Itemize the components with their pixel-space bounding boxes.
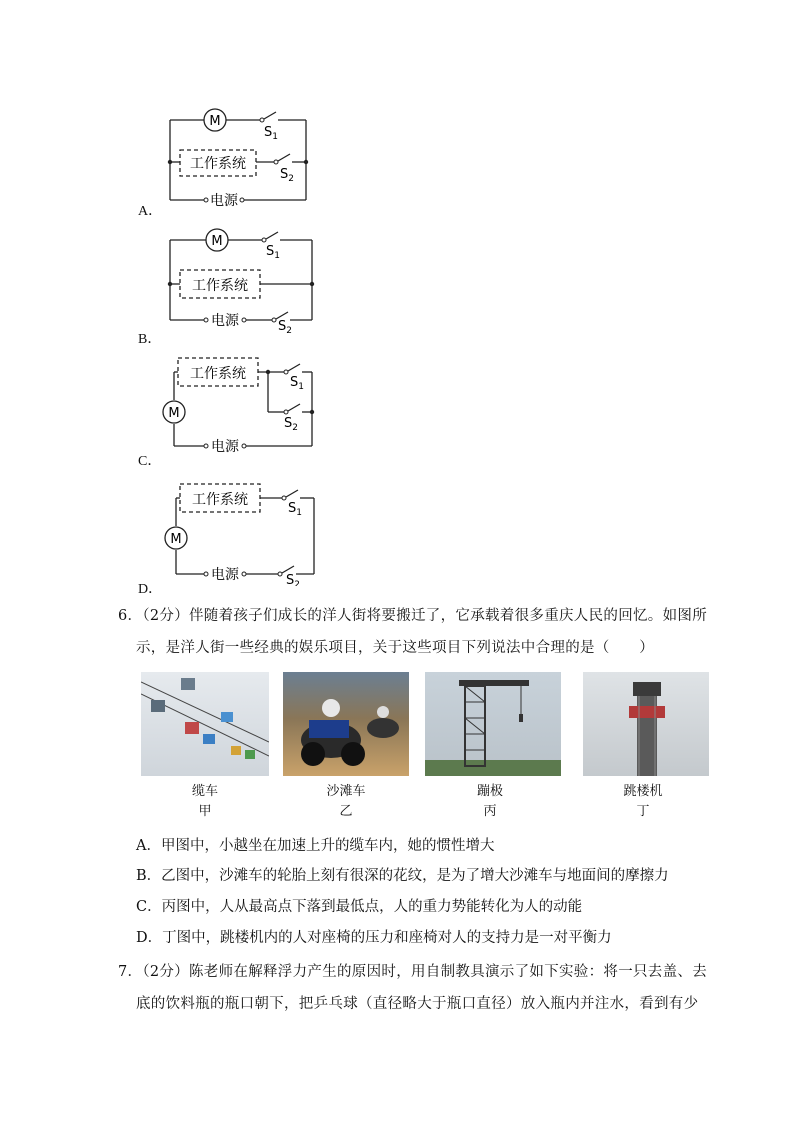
- power-source-label: 电源: [211, 567, 239, 583]
- photo-cable-car: [141, 672, 269, 776]
- question-7-line-1: 7．（2分）陈老师在解释浮力产生的原因时，用自制教具演示了如下实验：将一只去盖、去: [118, 964, 707, 980]
- motor-label: M: [168, 406, 180, 421]
- question-7-line-2: 底的饮料瓶的瓶口朝下，把乒乓球（直径略大于瓶口直径）放入瓶内并注水，看到有少: [136, 996, 699, 1012]
- caption-cable-car: 缆车: [191, 784, 218, 799]
- circuit-diagram-a: [160, 100, 320, 210]
- work-system-label: 工作系统: [190, 366, 246, 382]
- circuit-diagram-d: [160, 474, 330, 586]
- option-letter-a: A．: [138, 204, 163, 219]
- option-letter-c: C．: [138, 454, 162, 469]
- switch-s2-label: $S_2$: [278, 319, 292, 334]
- motor-label: M: [170, 532, 182, 547]
- work-system-label: 工作系统: [192, 278, 248, 294]
- caption-tag-yi: 乙: [339, 804, 353, 819]
- option-letter-b: B．: [138, 332, 162, 347]
- switch-s1-label: $S_1$: [266, 244, 280, 261]
- switch-s2-label: $S_2$: [284, 416, 298, 433]
- switch-s1-label: $S_1$: [264, 125, 278, 142]
- photo-beach-buggy: [283, 672, 409, 776]
- work-system-label: 工作系统: [190, 156, 246, 172]
- switch-s1-label: $S_1$: [288, 501, 302, 518]
- option-letter-d: D．: [138, 582, 163, 597]
- photo-drop-tower: [583, 672, 709, 776]
- switch-s2-label: $S_2$: [286, 573, 300, 586]
- caption-bungee: 蹦极: [476, 784, 503, 799]
- caption-tag-jia: 甲: [198, 804, 212, 819]
- motor-label: M: [209, 114, 221, 129]
- q6-option-c: C．丙图中，人从最高点下落到最低点，人的重力势能转化为人的动能: [136, 899, 583, 915]
- question-6-line-2: 示，是洋人街一些经典的娱乐项目，关于这些项目下列说法中合理的是（ ）: [136, 640, 654, 656]
- power-source-label: 电源: [211, 439, 239, 455]
- caption-drop-tower: 跳楼机: [623, 784, 663, 799]
- question-6-line-1: 6．（2分）伴随着孩子们成长的洋人街将要搬迁了，它承载着很多重庆人民的回忆。如图所: [118, 608, 707, 624]
- power-source-label: 电源: [211, 313, 239, 329]
- switch-s1-label: $S_1$: [290, 375, 304, 392]
- circuit-diagram-b: [160, 222, 330, 334]
- power-source-label: 电源: [210, 193, 238, 209]
- q6-option-a: A．甲图中，小越坐在加速上升的缆车内，她的惯性增大: [136, 838, 495, 854]
- q6-option-b: B．乙图中，沙滩车的轮胎上刻有很深的花纹，是为了增大沙滩车与地面间的摩擦力: [136, 868, 669, 884]
- photo-bungee-tower: [425, 672, 561, 776]
- circuit-diagram-c: [160, 350, 330, 462]
- q6-option-d: D．丁图中，跳楼机内的人对座椅的压力和座椅对人的支持力是一对平衡力: [136, 930, 612, 946]
- switch-s2-label: $S_2$: [280, 167, 294, 184]
- motor-label: M: [211, 234, 223, 249]
- caption-beach-buggy: 沙滩车: [326, 784, 366, 799]
- caption-tag-bing: 丙: [483, 804, 497, 819]
- work-system-label: 工作系统: [192, 492, 248, 508]
- caption-tag-ding: 丁: [636, 804, 650, 819]
